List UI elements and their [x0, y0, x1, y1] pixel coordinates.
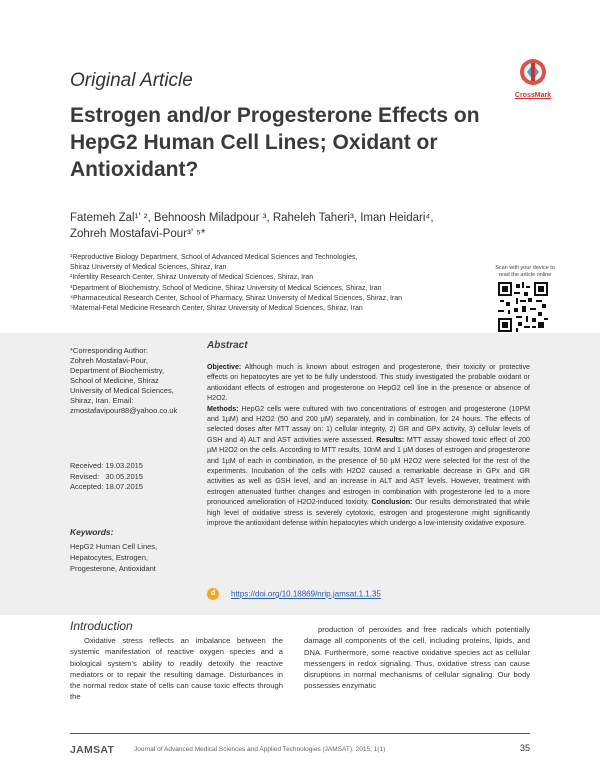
journal-logo: JAMSAT	[70, 744, 115, 756]
accepted-date: Accepted: 18.07.2015	[70, 482, 143, 492]
affiliation-line: ²Infertility Research Center, Shiraz University of Medical Sciences, Shiraz, Iran	[70, 274, 314, 282]
authors-line: Fatemeh Zal¹’ ², Behnoosh Miladpour ³, Raheleh Taheri³, Iman Heidari⁴,	[70, 212, 434, 224]
received-date: Received: 19.03.2015	[70, 461, 143, 470]
corresponding-line: Department of Biochemistry,	[70, 366, 165, 375]
footer-divider	[70, 733, 530, 734]
affiliation-line: ³Department of Biochemistry, School of Medicine, Shiraz University of Medical Sciences, Shiraz, Iran	[70, 284, 382, 292]
keywords-heading: Keywords:	[70, 527, 114, 537]
corresponding-line: School of Medicine, Shiraz	[70, 376, 159, 385]
affiliation-line: Shiraz University of Medical Sciences, Shiraz, Iran	[70, 264, 227, 272]
authors-line: Zohreh Mostafavi-Pour³’ ⁵*	[70, 228, 206, 240]
introduction-heading: Introduction	[70, 619, 133, 633]
qr-code-icon[interactable]	[498, 282, 548, 332]
qr-note: Scan with your device to read the article online	[495, 265, 555, 278]
article-title: Estrogen and/or Progesterone Effects on HepG2 Human Cell Lines; Oxidant or Antioxidant?	[70, 104, 480, 181]
affiliations	[70, 253, 490, 314]
crossmark-icon	[519, 58, 547, 86]
crossmark-label[interactable]: CrossMark	[514, 92, 552, 99]
authors	[70, 210, 490, 242]
abstract-body	[207, 362, 530, 529]
affiliation-line: ⁴Pharmaceutical Research Center, School of Pharmacy, Shiraz University of Medical Sciences, Shiraz, Iran	[70, 294, 403, 302]
doi-link[interactable]: https://doi.org/10.18869/nrip.jamsat.1.1.35	[231, 589, 381, 599]
page-footer	[70, 733, 530, 763]
affiliation-line: ⁵Maternal-Fetal Medicine Research Center, Shiraz University of Medical Sciences, Shiraz, Iran	[70, 305, 363, 313]
keyword-line: Hepatocytes, Estrogen,	[70, 553, 148, 562]
revised-date: Revised: 30.05.2015	[70, 471, 143, 481]
crossmark-badge[interactable]	[510, 58, 556, 99]
affiliation-line: ¹Reproductive Biology Department, School of Advanced Medical Sciences and Technologies,	[70, 254, 358, 261]
results-label: Results:	[376, 435, 405, 444]
methods-text: HepG2 cells were cultured with two concentrations of estrogen and progesterone (10PM and 1µM) and H2O2 (50 and 200 µM) separately, and in combination, for 24 hours. The effects of selected doses after MTT assay on: 1) cellular integrity, 2) GR and GPx activity, 3) cellular levels of GSH and 4) ALT and AST activities were assessed.	[207, 404, 530, 444]
article-dates	[70, 461, 195, 493]
abstract-heading: Abstract	[207, 340, 248, 351]
conclusion-label: Conclusion:	[371, 498, 413, 507]
page-number: 35	[519, 743, 530, 753]
corresponding-line: Zohreh Mostafavi-Pour,	[70, 356, 148, 365]
journal-citation: Journal of Advanced Medical Sciences and Applied Technologies (JAMSAT). 2015; 1(1)	[134, 746, 386, 753]
doi-row	[207, 588, 530, 600]
corresponding-line: University of Medical Sciences,	[70, 386, 174, 395]
objective-text: Although much is known about estrogen and progesterone, their toxicity or protective effects on hepatocytes are yet to be fully understood. This study investigated the probable oxidant or antioxidant effects of estrogen and progesterone on HepG2 cell line in the presence or absence of H2O2.	[207, 363, 530, 403]
introduction-column-1: Oxidative stress reflects an imbalance between the systemic manifestation of reactive oxygen species and a biological system's ability to readily detoxify the reactive mediators or to repair the resulting damage. Disturbances in the normal redox state of cells can cause toxic effects through the	[70, 636, 283, 702]
introduction-column-2: production of peroxides and free radicals which potentially damage all components of the cell, including proteins, lipids, and DNA. Furthermore, some reactive oxidative species act as cellular messengers in redox signaling. Thus, oxidative stress can cause disruptions in normal mechanisms of cellular signaling. Our body possesses enzymatic	[304, 625, 530, 691]
methods-label: Methods:	[207, 404, 239, 413]
conclusion-text: Our results demonstrated that while high level of oxidative stress is severely cytotoxic, estrogen and progesterone might significantly improve the antioxidant defense within hepatocytes which undergo a low-intensity oxidative exposure.	[207, 498, 530, 528]
keyword-line: HepG2 Human Cell Lines,	[70, 542, 158, 551]
corresponding-line: *Corresponding Author:	[70, 346, 148, 355]
article-type: Original Article	[70, 70, 193, 91]
corresponding-line: Shiraz, Iran. Email:	[70, 396, 134, 405]
keywords-list	[70, 541, 195, 574]
corresponding-email[interactable]: zmostafavipour88@yahoo.co.uk	[70, 406, 178, 415]
keyword-line: Progesterone, Antioxidant	[70, 564, 156, 573]
corresponding-author	[70, 346, 195, 416]
objective-label: Objective:	[207, 363, 242, 371]
results-text: MTT assay showed toxic effect of 200 µM H2O2 on the cells. According to MTT results, 10nM and 1 µM doses of estrogen and progesterone and 1µM of each in combination, in the presence of 50 µM H2O2 were selected for the rest of the experiments. Incubation of the cells with H2O2 caused a remarkable decrease in GPx and GR activities as well as GSH level, and an increase in ALT and AST levels. However, treatment with estrogen attenuated further changes and estrogen in combination with progesterone led to a more pronounced amelioration of H2O2-induced toxicity.	[207, 435, 530, 507]
doi-icon: d	[207, 588, 219, 600]
